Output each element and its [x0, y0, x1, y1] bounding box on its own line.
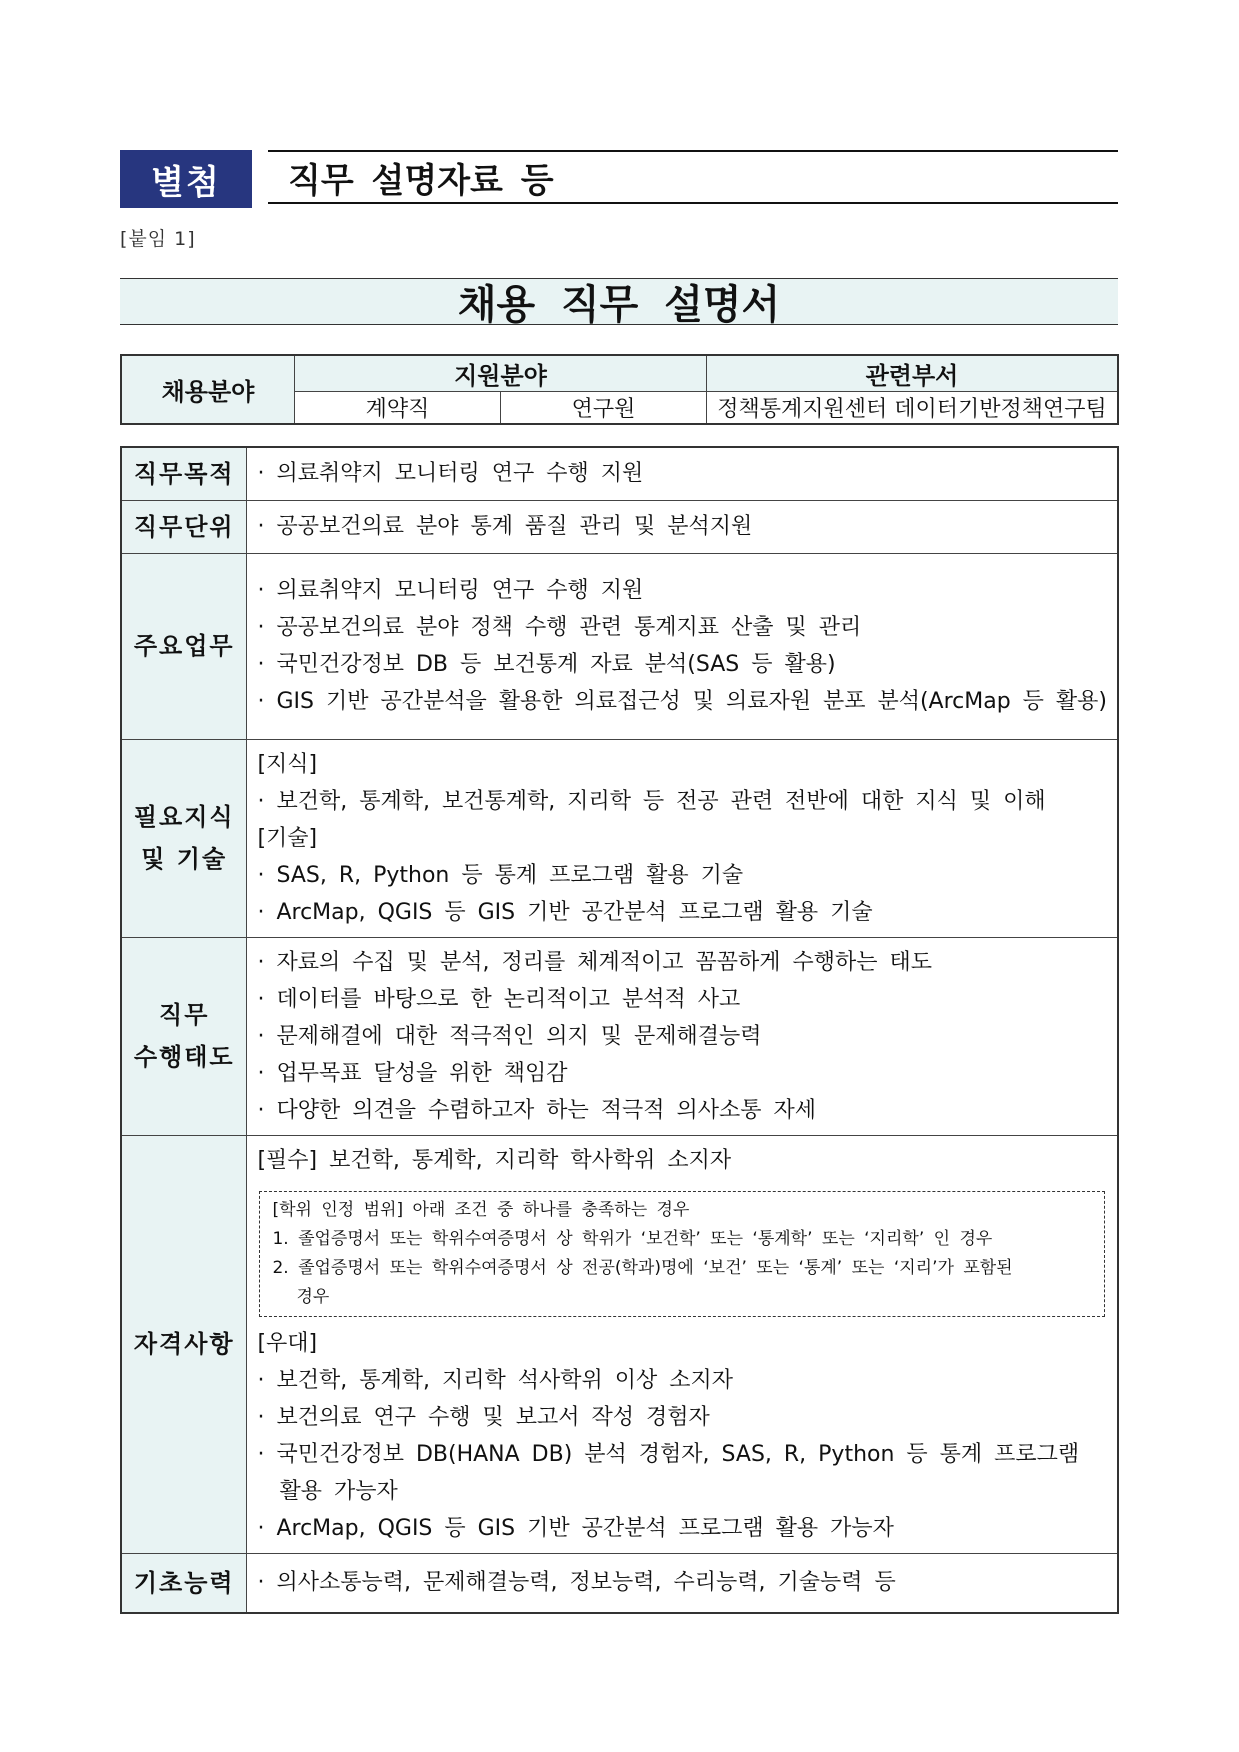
preferred-item: · ArcMap, QGIS 등 GIS 기반 공간분석 프로그램 활용 가능자 [257, 1515, 894, 1541]
basic-competency-text: · 의사소통능력, 문제해결능력, 정보능력, 수리능력, 기술능력 등 [257, 1570, 896, 1596]
skill-item: · SAS, R, Python 등 통계 프로그램 활용 기술 [257, 862, 744, 888]
preferred-item: · 보건의료 연구 수행 및 보고서 작성 경험자 [257, 1404, 710, 1430]
duty-item: · 의료취약지 모니터링 연구 수행 지원 [257, 578, 644, 603]
preferred-item-cont: 활용 가능자 [279, 1478, 398, 1504]
attitude-label-line2: 수행태도 [133, 1043, 235, 1071]
attitude-item: · 업무목표 달성을 위한 책임감 [257, 1060, 568, 1086]
degree-box-item-cont: 경우 [296, 1286, 330, 1307]
attitude-item: · 문제해결에 대한 적극적인 의지 및 문제해결능력 [257, 1023, 762, 1049]
job-purpose-text: · 의료취약지 모니터링 연구 수행 지원 [257, 461, 644, 487]
degree-box-item: 2. 졸업증명서 또는 학위수여증명서 상 전공(학과)명에 ‘보건’ 또는 ‘통계’ 또는 ‘지리’가 포함된 [272, 1257, 1013, 1278]
attachment-label: [붙임 1] [120, 228, 196, 250]
row-basic-competency [121, 1553, 1118, 1613]
basic-competency-label: 기초능력 [121, 1553, 247, 1613]
attitude-item: · 다양한 의견을 수렴하고자 하는 적극적 의사소통 자세 [257, 1097, 816, 1123]
duty-item: · GIS 기반 공간분석을 활용한 의료접근성 및 의료자원 분포 분석(ArcMap 등 활용) [257, 689, 1107, 714]
row-work-attitude [121, 937, 1118, 1135]
duty-item: · 공공보건의료 분야 정책 수행 관련 통계지표 산출 및 관리 [257, 615, 862, 640]
degree-recognition-box [259, 1191, 1105, 1317]
knowledge-heading: [지식] [257, 751, 318, 777]
recruitment-field-table [120, 354, 1119, 425]
department-cell: 정책통계지원센터 데이터기반정책연구팀 [707, 392, 1119, 425]
job-description-table [120, 446, 1119, 1614]
position-cell: 연구원 [501, 392, 707, 425]
contract-type-cell: 계약직 [295, 392, 501, 425]
job-unit-label: 직무단위 [121, 500, 247, 553]
main-duties-label: 주요업무 [121, 553, 247, 739]
required-qualification: [필수] 보건학, 통계학, 지리학 학사학위 소지자 [257, 1147, 732, 1173]
degree-box-heading: [학위 인정 범위] 아래 조건 중 하나를 충족하는 경우 [272, 1199, 690, 1220]
department-header: 관련부서 [707, 355, 1119, 392]
row-job-unit [121, 500, 1118, 553]
row-qualifications [121, 1135, 1118, 1553]
row-main-duties [121, 553, 1118, 739]
knowledge-label-line2: 및 기술 [141, 845, 228, 873]
duty-item: · 국민건강정보 DB 등 보건통계 자료 분석(SAS 등 활용) [257, 652, 836, 677]
skill-item: · ArcMap, QGIS 등 GIS 기반 공간분석 프로그램 활용 기술 [257, 899, 873, 925]
row-knowledge-skills [121, 739, 1118, 937]
section-header [120, 150, 1118, 208]
knowledge-skills-label [121, 739, 247, 937]
attitude-label-line1: 직무 [159, 1001, 210, 1029]
preferred-heading: [우대] [257, 1330, 318, 1356]
recruit-field-label: 채용분야 [121, 355, 295, 424]
attitude-item: · 자료의 수집 및 분석, 정리를 체계적이고 꼼꼼하게 수행하는 태도 [257, 949, 932, 975]
work-attitude-label [121, 937, 247, 1135]
job-purpose-label: 직무목적 [121, 447, 247, 500]
apply-field-header: 지원분야 [295, 355, 707, 392]
attitude-item: · 데이터를 바탕으로 한 논리적이고 분석적 사고 [257, 986, 741, 1012]
degree-box-item: 1. 졸업증명서 또는 학위수여증명서 상 학위가 ‘보건학’ 또는 ‘통계학’ 또는 ‘지리학’ 인 경우 [272, 1228, 993, 1249]
preferred-item: · 보건학, 통계학, 지리학 석사학위 이상 소지자 [257, 1367, 733, 1393]
job-unit-text: · 공공보건의료 분야 통계 품질 관리 및 분석지원 [257, 514, 753, 539]
skills-heading: [기술] [257, 825, 318, 851]
document-title: 채용 직무 설명서 [120, 278, 1118, 325]
section-title: 직무 설명자료 등 [268, 150, 1118, 204]
knowledge-label-line1: 필요지식 [133, 803, 235, 831]
preferred-item: · 국민건강정보 DB(HANA DB) 분석 경험자, SAS, R, Python 등 통계 프로그램 [257, 1441, 1080, 1467]
qualifications-label: 자격사항 [121, 1135, 247, 1553]
appendix-badge: 별첨 [120, 150, 252, 208]
row-job-purpose [121, 447, 1118, 500]
knowledge-item: · 보건학, 통계학, 보건통계학, 지리학 등 전공 관련 전반에 대한 지식 및 이해 [257, 788, 1046, 814]
